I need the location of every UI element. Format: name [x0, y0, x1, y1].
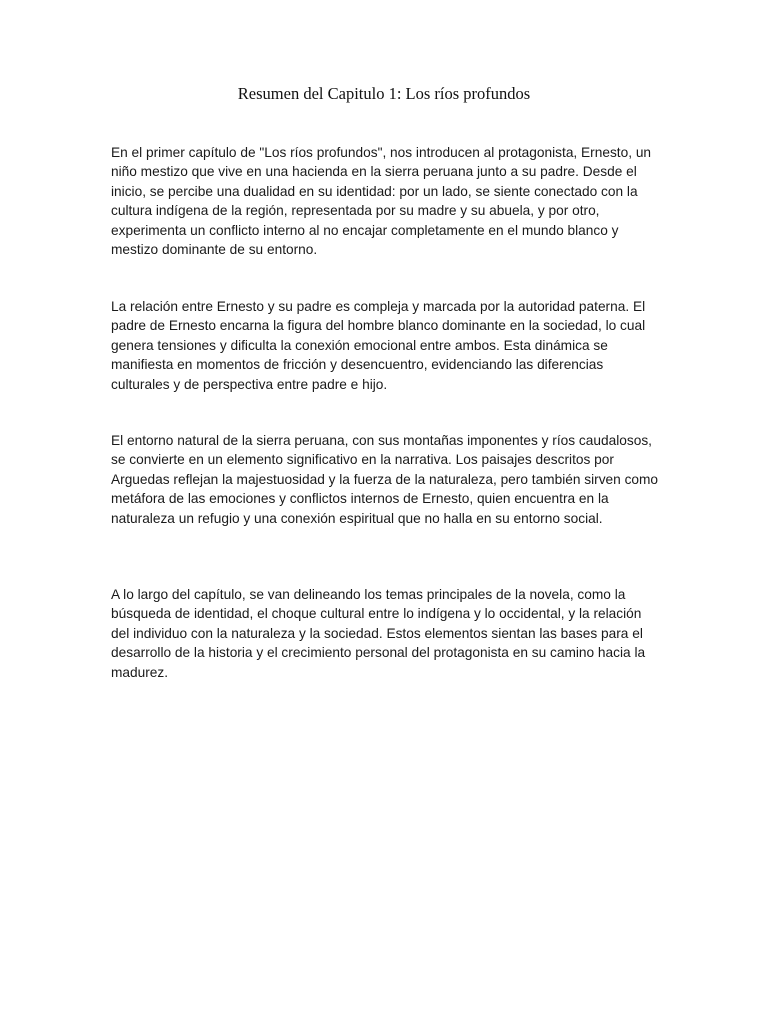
paragraph-1: En el primer capítulo de "Los ríos profundos", nos introducen al protagonista, Ernesto, un niño mestizo que vive en una hacienda en la sierra peruana junto a su padre. Desde el inicio, se percibe una dualidad en su identidad: por un lado, se siente conectado con la cultura indígena de la región, representada por su madre y su abuela, y por otro, experimenta un conflicto interno al no encajar completamente en el mundo blanco y mestizo dominante de su entorno.: [111, 145, 652, 258]
paragraph-2: La relación entre Ernesto y su padre es compleja y marcada por la autoridad paterna. El padre de Ernesto encarna la figura del hombre blanco dominante en la sociedad, lo cual genera tensiones y dificulta la conexión emocional entre ambos. Esta dinámica se manifiesta en momentos de fricción y desencuentro, evidenciando las diferencias culturales y de perspectiva entre padre e hijo.: [111, 299, 646, 392]
paragraph-3: El entorno natural de la sierra peruana, con sus montañas imponentes y ríos caudalosos, se convierte en un elemento significativo en la narrativa. Los paisajes descritos por Arguedas reflejan la majestuosidad y la fuerza de la naturaleza, pero también sirven como metáfora de las emociones y conflictos internos de Ernesto, quien encuentra en la naturaleza un refugio y una conexión espiritual que no halla en su entorno social.: [111, 433, 659, 526]
page-title: Resumen del Capitulo 1: Los ríos profundos: [237, 84, 531, 103]
paragraph-4: A lo largo del capítulo, se van delineando los temas principales de la novela, como la búsqueda de identidad, el choque cultural entre lo indígena y lo occidental, y la relación del individuo con la naturaleza y la sociedad. Estos elementos sientan las bases para el desarrollo de la historia y el crecimiento personal del protagonista en su camino hacia la madurez.: [111, 587, 646, 680]
